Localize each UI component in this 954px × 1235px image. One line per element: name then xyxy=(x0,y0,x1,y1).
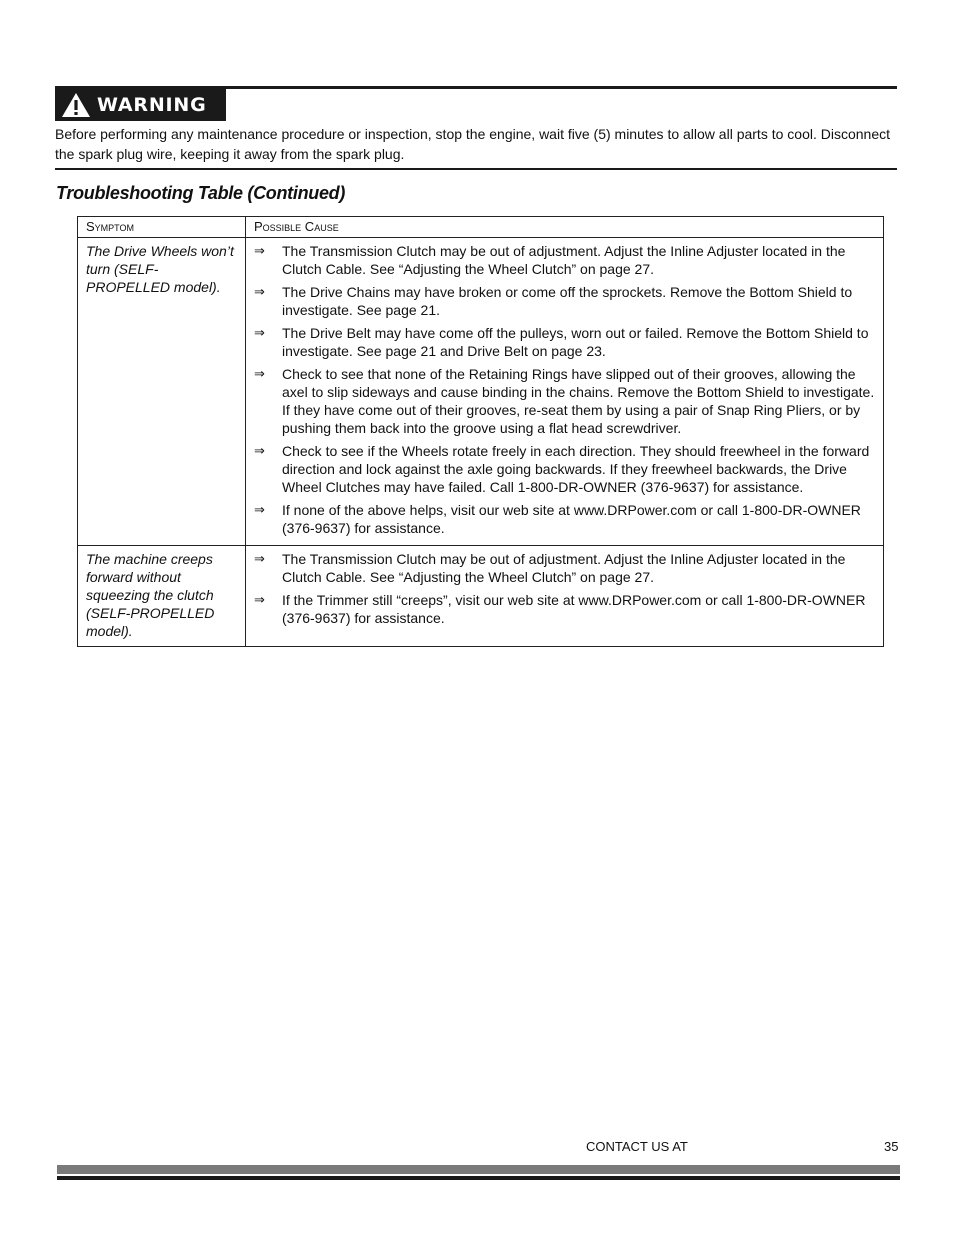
warning-triangle-icon xyxy=(61,92,91,118)
cause-text: If none of the above helps, visit our web site at www.DRPower.com or call 1-800-DR-OWNER (376-9637) for assistance. xyxy=(282,502,861,536)
arrow-bullet-icon: ⇒ xyxy=(254,326,265,341)
symptom-cell: The Drive Wheels won’t turn (SELF-PROPELLED model). xyxy=(78,238,246,546)
symptom-cell: The machine creeps forward without squeezing the clutch (SELF-PROPELLED model). xyxy=(78,546,246,647)
cause-item xyxy=(254,591,875,627)
arrow-bullet-icon: ⇒ xyxy=(254,593,265,608)
table-row xyxy=(78,546,884,647)
warning-bottom-rule xyxy=(55,168,897,170)
header-possible-cause: Possible Cause xyxy=(246,217,884,238)
cause-text: Check to see that none of the Retaining Rings have slipped out of their grooves, allowing the axel to slip sideways and cause binding in the chains. Remove the Bottom Shield to investigate. If they have come out of their grooves, re-seat them by using a pair of Snap Ring Pliers, or by pushing them back into the groove using a flat head screwdriver. xyxy=(282,366,875,436)
cause-item xyxy=(254,283,875,319)
header-symptom: Symptom xyxy=(78,217,246,238)
footer-contact: CONTACT US AT xyxy=(586,1139,688,1154)
cause-text: Check to see if the Wheels rotate freely in each direction. They should freewheel in the forward direction and lock against the axle going backwards. If they freewheel backwards, the Drive Wheel Clutches may have failed. Call 1-800-DR-OWNER (376-9637) for assistance. xyxy=(282,443,870,495)
cause-item xyxy=(254,550,875,586)
cause-text: The Drive Chains may have broken or come off the sprockets. Remove the Bottom Shield to investigate. See page 21. xyxy=(282,284,853,318)
arrow-bullet-icon: ⇒ xyxy=(254,503,265,518)
cause-item xyxy=(254,501,875,537)
warning-text: Before performing any maintenance procedure or inspection, stop the engine, wait five (5) minutes to allow all parts to cool. Disconnect the spark plug wire, keeping it away from the spark plug. xyxy=(55,126,890,162)
cause-text: If the Trimmer still “creeps”, visit our web site at www.DRPower.com or call 1-800-DR-OWNER (376-9637) for assistance. xyxy=(282,592,866,626)
footer-bar-rule xyxy=(57,1176,900,1180)
arrow-bullet-icon: ⇒ xyxy=(254,367,265,382)
cause-item xyxy=(254,442,875,496)
cause-text: The Transmission Clutch may be out of adjustment. Adjust the Inline Adjuster located in the Clutch Cable. See “Adjusting the Wheel Clutch” on page 27. xyxy=(282,551,846,585)
cause-item xyxy=(254,242,875,278)
table-header-row xyxy=(78,217,884,238)
section-title: Troubleshooting Table (Continued) xyxy=(56,183,346,203)
page-number: 35 xyxy=(884,1139,899,1154)
cause-item xyxy=(254,365,875,437)
warning-badge xyxy=(55,89,226,121)
arrow-bullet-icon: ⇒ xyxy=(254,244,265,259)
causes-cell xyxy=(246,546,884,647)
table-row xyxy=(78,238,884,546)
arrow-bullet-icon: ⇒ xyxy=(254,552,265,567)
warning-label: WARNING xyxy=(97,94,207,116)
cause-item xyxy=(254,324,875,360)
cause-text: The Drive Belt may have come off the pulleys, worn out or failed. Remove the Bottom Shield to investigate. See page 21 and Drive Belt on page 23. xyxy=(282,325,869,359)
causes-cell xyxy=(246,238,884,546)
arrow-bullet-icon: ⇒ xyxy=(254,444,265,459)
cause-text: The Transmission Clutch may be out of adjustment. Adjust the Inline Adjuster located in the Clutch Cable. See “Adjusting the Wheel Clutch” on page 27. xyxy=(282,243,846,277)
footer-bar xyxy=(57,1165,900,1174)
troubleshooting-table xyxy=(77,216,884,647)
arrow-bullet-icon: ⇒ xyxy=(254,285,265,300)
